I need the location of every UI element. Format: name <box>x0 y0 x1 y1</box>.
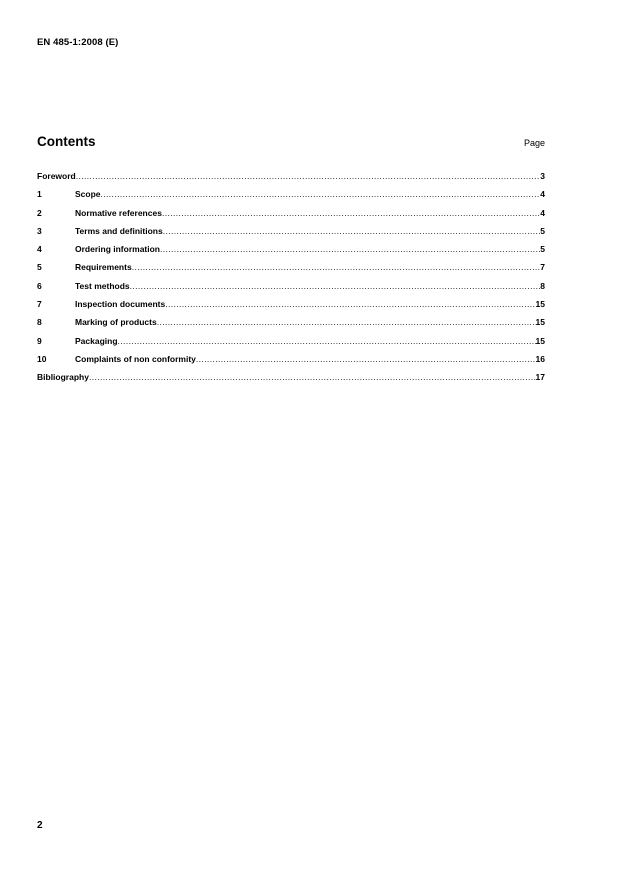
toc-dot-leader <box>89 372 536 382</box>
toc-dot-leader <box>76 171 541 181</box>
toc-entry-complaints-of-non-conformity[interactable] <box>37 354 545 372</box>
toc-entry-bibliography[interactable] <box>37 372 545 390</box>
toc-entry-requirements[interactable] <box>37 262 545 280</box>
toc-entry-page: 15 <box>535 299 545 310</box>
table-of-contents <box>37 171 545 391</box>
toc-entry-title: Complaints of non conformity <box>75 353 196 364</box>
toc-entry-number: 2 <box>37 207 42 218</box>
toc-entry-test-methods[interactable] <box>37 281 545 299</box>
page-number: 2 <box>37 820 43 831</box>
toc-dot-leader <box>101 189 541 199</box>
toc-entry-page: 15 <box>535 317 545 328</box>
document-id-header: EN 485-1:2008 (E) <box>37 37 119 48</box>
toc-entry-title: Packaging <box>75 335 118 346</box>
toc-entry-page: 17 <box>535 372 545 383</box>
toc-dot-leader <box>157 317 536 327</box>
toc-entry-title: Inspection documents <box>75 299 166 310</box>
toc-entry-page: 8 <box>540 280 545 291</box>
toc-entry-title: Marking of products <box>75 317 157 328</box>
toc-entry-title: Scope <box>75 189 101 200</box>
toc-entry-title: Test methods <box>75 280 130 291</box>
toc-entry-inspection-documents[interactable] <box>37 299 545 317</box>
toc-entry-title: Normative references <box>75 207 162 218</box>
toc-dot-leader <box>160 244 540 254</box>
toc-entry-ordering-information[interactable] <box>37 244 545 262</box>
contents-heading: Contents <box>37 134 96 149</box>
toc-entry-number: 3 <box>37 225 42 236</box>
toc-entry-number: 4 <box>37 244 42 255</box>
toc-entry-title: Ordering information <box>75 244 160 255</box>
page-column-label: Page <box>523 138 545 148</box>
toc-entry-terms-and-definitions[interactable] <box>37 226 545 244</box>
toc-entry-number: 5 <box>37 262 42 273</box>
toc-entry-number: 9 <box>37 335 42 346</box>
toc-dot-leader <box>118 336 536 346</box>
toc-dot-leader <box>162 208 540 218</box>
toc-entry-page: 4 <box>540 207 545 218</box>
toc-entry-number: 6 <box>37 280 42 291</box>
toc-entry-packaging[interactable] <box>37 336 545 354</box>
toc-entry-page: 5 <box>540 225 545 236</box>
toc-entry-number: 7 <box>37 299 42 310</box>
toc-entry-page: 15 <box>535 335 545 346</box>
toc-entry-marking-of-products[interactable] <box>37 317 545 335</box>
toc-entry-foreword[interactable] <box>37 171 545 189</box>
toc-entry-page: 4 <box>540 189 545 200</box>
toc-entry-number: 8 <box>37 317 42 328</box>
toc-dot-leader <box>163 226 541 236</box>
toc-entry-page: 7 <box>540 262 545 273</box>
toc-entry-page: 5 <box>540 244 545 255</box>
toc-dot-leader <box>165 299 535 309</box>
toc-entry-page: 3 <box>540 171 545 181</box>
toc-entry-title: Terms and definitions <box>75 225 163 236</box>
toc-dot-leader <box>196 354 536 364</box>
toc-entry-normative-references[interactable] <box>37 208 545 226</box>
toc-dot-leader <box>132 262 541 272</box>
toc-entry-number: 1 <box>37 189 42 200</box>
toc-entry-title: Bibliography <box>37 372 89 383</box>
toc-entry-title: Foreword <box>37 171 76 181</box>
toc-dot-leader <box>130 281 541 291</box>
toc-entry-number: 10 <box>37 353 47 364</box>
toc-entry-scope[interactable] <box>37 189 545 207</box>
toc-entry-page: 16 <box>535 353 545 364</box>
toc-entry-title: Requirements <box>75 262 132 273</box>
